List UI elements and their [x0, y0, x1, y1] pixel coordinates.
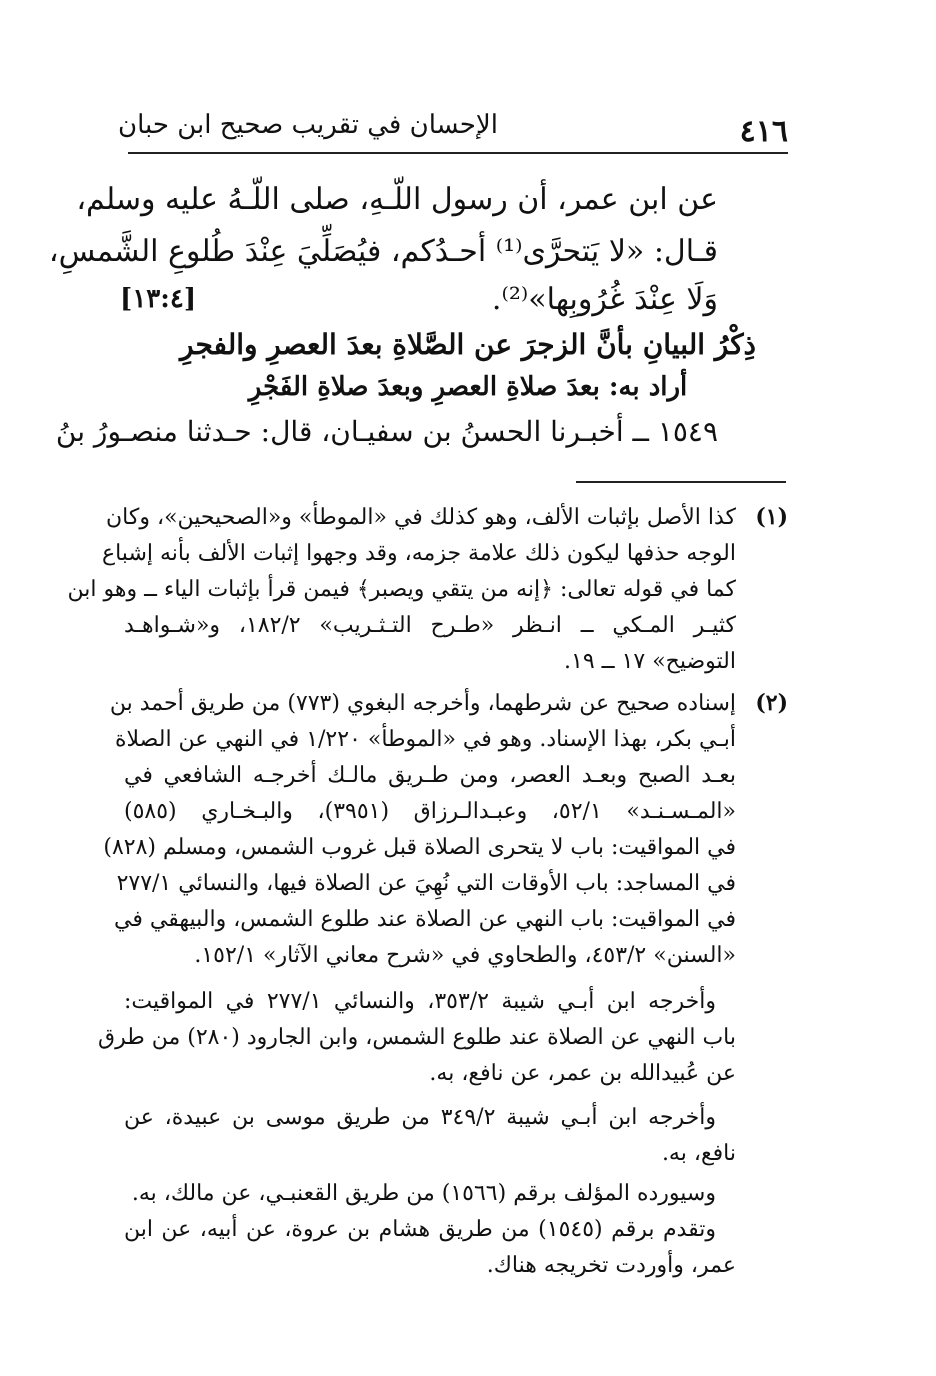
footnote-paragraph-line: وتقدم برقم (١٥٤٥) من طريق هشام بن عروة، عن أبيه، عن ابن	[124, 1217, 716, 1242]
footnote-line: الوجه حذفها ليكون ذلك علامة جزمه، وقد وجهوا إثبات الألف بأنه إشباع	[101, 541, 736, 566]
footnote-number: (١)	[755, 504, 788, 530]
footnote-line: «السنن» ٤٥٣/٢، والطحاوي في «شرح معاني الآثار» ١٥٢/١.	[194, 943, 736, 968]
footnote-line: كذا الأصل بإثبات الألف، وهو كذلك في «الموطأ» و«الصحيحين»، وكان	[106, 505, 736, 530]
main-text-line: وَلَا عِنْدَ غُرُوبِها»⁽²⁾.	[491, 282, 718, 317]
hadith-reference: [١٣:٤]	[120, 284, 197, 314]
footnote-paragraph-line: وأخرجه ابن أبـي شيبة ٣٥٣/٢، والنسائي ٢٧٧/١ في المواقيت:	[124, 989, 716, 1014]
header-rule	[128, 152, 788, 154]
footnote-line: إسناده صحيح عن شرطهما، وأخرجه البغوي (٧٧٣) من طريق أحمد بن	[109, 691, 736, 716]
footnote-line: كما في قوله تعالى: ﴿إنه من يتقي ويصبر﴾ فيمن قرأ بإثبات الياء ــ وهو ابن	[67, 577, 736, 602]
footnote-paragraph-line: عن عُبيدالله بن عمر، عن نافع، به.	[429, 1061, 736, 1086]
main-text-line: عن ابن عمر، أن رسول اللّـهِ، صلى اللّـهُ عليه وسلم،	[76, 182, 718, 217]
chapter-subtitle: أراد به: بعدَ صلاةِ العصرِ وبعدَ صلاةِ الفَجْرِ	[248, 372, 688, 402]
footnote-line: في المواقيت: باب لا يتحرى الصلاة قبل غروب الشمس، ومسلم (٨٢٨)	[103, 835, 736, 860]
footnote-line: «المـسـنـد» ٥٢/١، وعبـدالـرزاق (٣٩٥١)، والبـخـاري (٥٨٥)	[124, 799, 736, 824]
page-number: ٤١٦	[739, 114, 788, 149]
footnote-paragraph-line: باب النهي عن الصلاة عند طلوع الشمس، وابن الجارود (٢٨٠) من طرق	[98, 1025, 736, 1050]
footnote-line: التوضيح» ١٧ ــ ١٩.	[564, 649, 736, 674]
footnote-paragraph-line: وأخرجه ابن أبـي شيبة ٣٤٩/٢ من طريق موسى بن عبيدة، عن	[124, 1105, 716, 1130]
footnote-line: في المساجد: باب الأوقات التي نُهِيَ عن الصلاة فيها، والنسائي ٢٧٧/١	[116, 871, 736, 896]
footnote-line: في المواقيت: باب النهي عن الصلاة عند طلوع الشمس، والبيهقي في	[114, 907, 736, 932]
footnote-line: أبـي بكر، بهذا الإسناد. وهو في «الموطأ» ١/٢٢٠ في النهي عن الصلاة	[115, 727, 736, 752]
footnote-paragraph-line: وسيورده المؤلف برقم (١٥٦٦) من طريق القعنبـي، عن مالك، به.	[131, 1181, 716, 1206]
footnote-1	[67, 500, 788, 690]
footnote-line: بعـد الصبح وبعـد العصر، ومن طـريق مالـك أخرجـه الشافعي في	[124, 763, 736, 788]
hadith-opening-line: ١٥٤٩ ــ أخبـرنا الحسنُ بن سفيـان، قال: حـدثنا منصـورُ بنُ	[55, 415, 718, 448]
footnote-2	[98, 686, 788, 1286]
footnote-line: كثيـر المـكي ــ انـظر «طـرح التـثـريب» ١٨٢/٢، و«شـواهـد	[124, 613, 736, 638]
page-header	[118, 106, 788, 149]
chapter-title: ذِكْرُ البيانِ بأنَّ الزجرَ عن الصَّلاةِ بعدَ العصرِ والفجرِ	[180, 328, 756, 361]
running-title: الإحسان في تقريب صحيح ابن حبان	[118, 110, 498, 140]
footnote-number: (٢)	[755, 690, 788, 716]
footnote-paragraph-line: عمر، وأوردت تخريجه هناك.	[486, 1253, 736, 1278]
footnote-separator	[576, 481, 786, 483]
main-text-line: قـال: «لا يَتحرَّى⁽¹⁾ أحـدُكم، فيُصَلِّيَ عِنْدَ طُلوعِ الشَّمسِ،	[48, 234, 718, 269]
footnote-paragraph-line: نافع، به.	[661, 1141, 736, 1166]
